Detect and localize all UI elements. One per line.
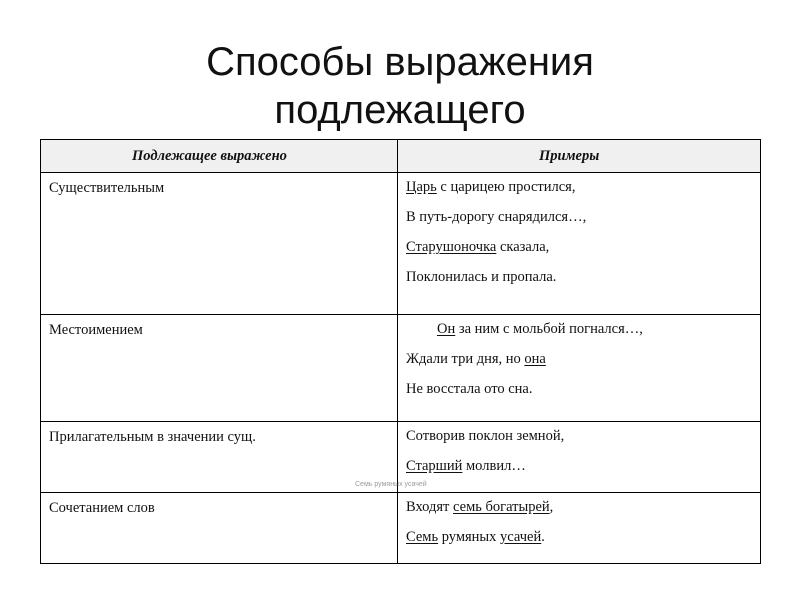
example-line xyxy=(406,239,756,256)
example-text: , xyxy=(549,499,554,515)
examples-cell xyxy=(398,493,761,564)
example-line xyxy=(406,209,756,226)
row-label-cell xyxy=(41,173,398,315)
example-line xyxy=(406,499,756,516)
slide-title-line-1: Способы выражения xyxy=(206,40,594,84)
row-label-cell xyxy=(41,315,398,422)
row-label-cell xyxy=(41,493,398,564)
underlined-subject: усачей xyxy=(500,529,542,545)
row-label: Существительным xyxy=(49,180,165,196)
table-row xyxy=(41,315,761,422)
example-line xyxy=(406,351,756,368)
example-line xyxy=(406,458,756,475)
example-text: молвил… xyxy=(462,458,526,474)
watermark-text: Семь румяных усачей xyxy=(355,481,427,488)
slide-title xyxy=(0,38,800,134)
example-text: Сотворив поклон земной, xyxy=(406,428,565,444)
table-row xyxy=(41,173,761,315)
example-line xyxy=(406,269,756,286)
row-label: Местоимением xyxy=(49,322,143,338)
row-label: Прилагательным в значении сущ. xyxy=(49,429,256,445)
example-text: румяных xyxy=(438,529,501,545)
example-text: Поклонилась и пропала. xyxy=(406,269,557,285)
example-text: В путь-дорогу снарядился…, xyxy=(406,209,587,225)
row-label: Сочетанием слов xyxy=(49,500,155,516)
slide-title-line-2: подлежащего xyxy=(274,88,526,132)
example-text: с царицею простился, xyxy=(436,179,576,195)
example-line xyxy=(406,381,756,398)
underlined-subject: Он xyxy=(437,321,456,337)
example-text: сказала, xyxy=(496,239,550,255)
examples-list xyxy=(398,422,760,475)
example-text: . xyxy=(541,529,545,545)
example-line xyxy=(406,321,756,338)
example-line xyxy=(406,428,756,445)
examples-cell xyxy=(398,173,761,315)
underlined-subject: она xyxy=(524,351,546,367)
underlined-subject: Старушоночка xyxy=(406,239,497,255)
underlined-subject: семь богатырей xyxy=(453,499,550,515)
examples-list xyxy=(398,315,760,398)
header-examples: Примеры xyxy=(398,140,761,173)
example-line xyxy=(406,179,756,196)
row-label-cell xyxy=(41,422,398,493)
underlined-subject: Старший xyxy=(406,458,463,474)
example-text: Не восстала ото сна. xyxy=(406,381,533,397)
underlined-subject: Царь xyxy=(406,179,437,195)
underlined-subject: Семь xyxy=(406,529,439,545)
subject-expression-table xyxy=(40,139,761,564)
example-text: Ждали три дня, но xyxy=(406,351,525,367)
examples-cell xyxy=(398,422,761,493)
examples-list xyxy=(398,493,760,546)
example-text: за ним с мольбой погнался…, xyxy=(455,321,643,337)
header-subject-expressed: Подлежащее выражено xyxy=(41,140,398,173)
examples-list xyxy=(398,173,760,286)
table-row xyxy=(41,493,761,564)
examples-cell xyxy=(398,315,761,422)
example-text: Входят xyxy=(406,499,454,515)
example-line xyxy=(406,529,756,546)
table-header-row xyxy=(41,140,761,173)
